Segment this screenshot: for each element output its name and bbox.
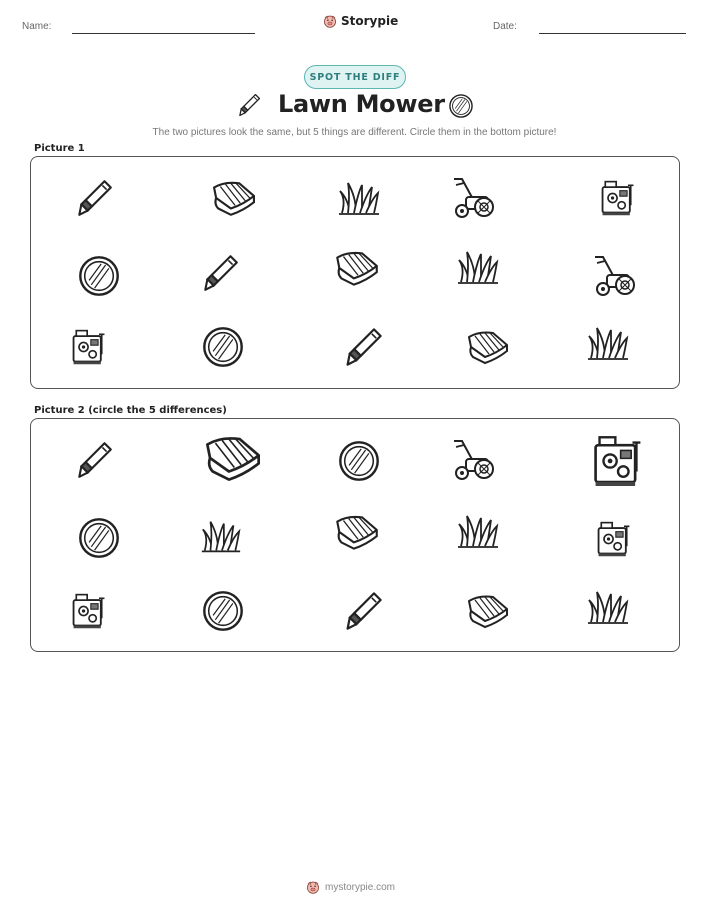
knife-icon[interactable] xyxy=(341,589,385,633)
towel-icon[interactable] xyxy=(463,591,513,631)
picture2-label: Picture 2 (circle the 5 differences) xyxy=(34,405,227,416)
knife-icon[interactable] xyxy=(341,325,385,369)
picture2-panel xyxy=(30,418,680,652)
grass-icon[interactable] xyxy=(199,516,243,558)
name-field[interactable] xyxy=(72,33,255,34)
date-label: Date: xyxy=(493,21,517,32)
grass-icon[interactable] xyxy=(336,179,382,219)
knife-icon[interactable] xyxy=(73,439,115,481)
towel-icon[interactable] xyxy=(207,177,261,219)
engine-icon[interactable] xyxy=(69,325,109,369)
grass-icon[interactable] xyxy=(455,511,501,553)
towel-icon[interactable] xyxy=(331,511,383,553)
lawn-mower-icon[interactable] xyxy=(448,175,498,221)
picture1-label: Picture 1 xyxy=(34,143,85,154)
name-label: Name: xyxy=(22,21,52,32)
engine-icon[interactable] xyxy=(69,589,109,633)
brand-name: Storypie xyxy=(341,14,399,28)
wood-slice-icon[interactable] xyxy=(77,254,121,298)
lawn-mower-icon[interactable] xyxy=(589,253,639,299)
towel-icon[interactable] xyxy=(199,431,267,485)
footer xyxy=(306,880,395,894)
page-title: Lawn Mower xyxy=(278,90,445,118)
grass-icon[interactable] xyxy=(585,323,631,365)
instructions: The two pictures look the same, but 5 things are different. Circle them in the bottom picture! xyxy=(152,127,557,138)
wood-slice-icon[interactable] xyxy=(201,589,245,633)
engine-icon[interactable] xyxy=(598,177,638,219)
knife-icon xyxy=(236,92,262,118)
spot-the-diff-badge: SPOT THE DIFF xyxy=(304,65,406,89)
knife-icon[interactable] xyxy=(199,252,241,294)
grass-icon[interactable] xyxy=(585,587,631,629)
wood-slice-icon xyxy=(448,93,474,119)
engine-icon[interactable] xyxy=(589,431,647,491)
engine-icon[interactable] xyxy=(594,517,634,561)
picture1-panel xyxy=(30,156,680,389)
grass-icon[interactable] xyxy=(455,247,501,289)
footer-site[interactable]: mystorypie.com xyxy=(325,881,396,893)
date-field[interactable] xyxy=(539,33,686,34)
towel-icon[interactable] xyxy=(331,247,383,289)
towel-icon[interactable] xyxy=(463,327,513,367)
wood-slice-icon[interactable] xyxy=(77,516,121,560)
wood-slice-icon[interactable] xyxy=(337,439,381,483)
lawn-mower-icon[interactable] xyxy=(448,437,498,483)
knife-icon[interactable] xyxy=(73,177,115,219)
storypie-pig-icon xyxy=(323,14,337,28)
wood-slice-icon[interactable] xyxy=(201,325,245,369)
storypie-logo xyxy=(323,14,398,28)
storypie-pig-icon xyxy=(306,880,320,894)
